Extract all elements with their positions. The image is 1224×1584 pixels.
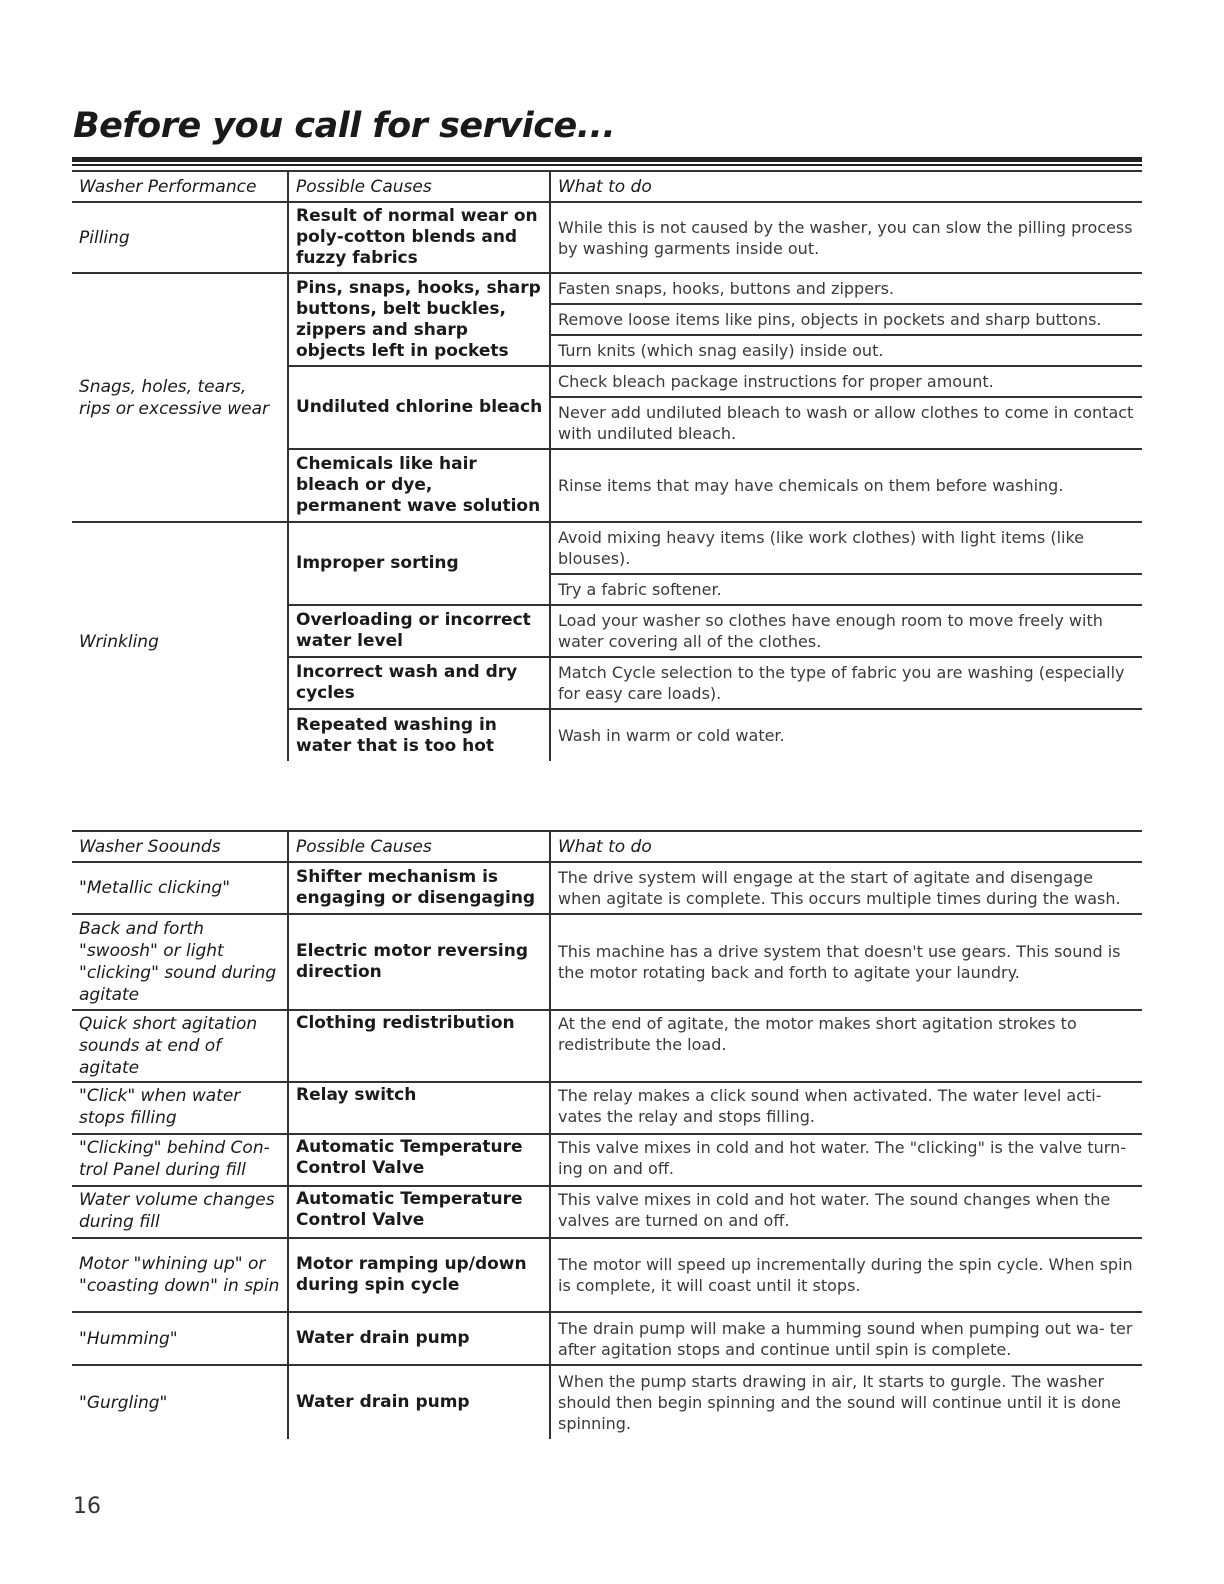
- table-row: [72, 202, 1142, 273]
- table-row: [72, 1238, 1142, 1312]
- table-row: [72, 862, 1142, 914]
- cause-cell: Automatic Temperature Control Valve: [288, 1186, 550, 1238]
- todo-cell: Rinse items that may have chemicals on them before washing.: [550, 449, 1142, 522]
- todo-cell: This machine has a drive system that doesn't use gears. This sound is the motor rotating back and forth to agitate your laundry.: [550, 914, 1142, 1010]
- header-washer-performance: Washer Performance: [72, 171, 288, 202]
- cause-cell: Water drain pump: [288, 1312, 550, 1365]
- sound-cell: Water volume changes during fill: [72, 1186, 288, 1238]
- problem-snags: Snags, holes, tears, rips or excessive wear: [72, 273, 288, 522]
- todo-cell: The drive system will engage at the start of agitate and disengage when agitate is complete. This occurs multiple times during the wash.: [550, 862, 1142, 914]
- sound-cell: "Humming": [72, 1312, 288, 1365]
- todo-cell: The motor will speed up incrementally during the spin cycle. When spin is complete, it will coast until it stops.: [550, 1238, 1142, 1312]
- sound-cell: Motor "whining up" or "coasting down" in spin: [72, 1238, 288, 1312]
- todo-cell: Turn knits (which snag easily) inside out.: [550, 335, 1142, 366]
- cause-cell: Pins, snaps, hooks, sharp buttons, belt buckles, zippers and sharp objects left in pockets: [288, 273, 550, 366]
- title-rule-thick: [72, 157, 1142, 162]
- header-possible-causes: Possible Causes: [288, 171, 550, 202]
- sound-cell: Back and forth "swoosh" or light "clicking" sound during agitate: [72, 914, 288, 1010]
- washer-performance-table: [72, 170, 1142, 761]
- sound-cell: Quick short agitation sounds at end of agitate: [72, 1010, 288, 1082]
- cause-cell: Overloading or incorrect water level: [288, 605, 550, 657]
- washer-sounds-table: [72, 830, 1142, 1439]
- todo-cell: The drain pump will make a humming sound when pumping out wa- ter after agitation stops and continue until spin is complete.: [550, 1312, 1142, 1365]
- table-row: [72, 914, 1142, 1010]
- table-header-row: [72, 831, 1142, 862]
- sound-cell: "Clicking" behind Con- trol Panel during fill: [72, 1134, 288, 1186]
- cause-cell: Repeated washing in water that is too hot: [288, 709, 550, 761]
- sound-cell: "Click" when water stops filling: [72, 1082, 288, 1134]
- page-title: Before you call for service...: [73, 106, 616, 146]
- table-row: [72, 1312, 1142, 1365]
- table-row: [72, 273, 1142, 304]
- todo-cell: Never add undiluted bleach to wash or allow clothes to come in contact with undiluted bleach.: [550, 397, 1142, 449]
- todo-cell: Avoid mixing heavy items (like work clothes) with light items (like blouses).: [550, 522, 1142, 574]
- todo-cell: Load your washer so clothes have enough room to move freely with water covering all of the clothes.: [550, 605, 1142, 657]
- cause-cell: Undiluted chlorine bleach: [288, 366, 550, 449]
- sound-cell: "Metallic clicking": [72, 862, 288, 914]
- table-row: [72, 1134, 1142, 1186]
- table-header-row: [72, 171, 1142, 202]
- table-row: [72, 1082, 1142, 1134]
- table-row: [72, 1365, 1142, 1439]
- cause-cell: Clothing redistribution: [288, 1010, 550, 1082]
- todo-cell: Wash in warm or cold water.: [550, 709, 1142, 761]
- cause-cell: Motor ramping up/down during spin cycle: [288, 1238, 550, 1312]
- cause-cell: Shifter mechanism is engaging or disengaging: [288, 862, 550, 914]
- page-number: 16: [73, 1494, 101, 1519]
- cause-cell: Water drain pump: [288, 1365, 550, 1439]
- header-possible-causes: Possible Causes: [288, 831, 550, 862]
- table-row: [72, 522, 1142, 574]
- cause-cell: Result of normal wear on poly-cotton blends and fuzzy fabrics: [288, 202, 550, 273]
- todo-cell: At the end of agitate, the motor makes short agitation strokes to redistribute the load.: [550, 1010, 1142, 1082]
- title-rule-thin: [72, 164, 1142, 166]
- header-what-to-do: What to do: [550, 171, 1142, 202]
- problem-wrinkling: Wrinkling: [79, 632, 159, 652]
- problem-pilling: Pilling: [72, 202, 288, 273]
- cause-cell: Improper sorting: [288, 522, 550, 605]
- cause-cell: Chemicals like hair bleach or dye, permanent wave solution: [288, 449, 550, 522]
- todo-cell: When the pump starts drawing in air, It starts to gurgle. The washer should then begin spinning and the sound will continue until it is done spinning.: [550, 1365, 1142, 1439]
- todo-cell: Match Cycle selection to the type of fabric you are washing (especially for easy care loads).: [550, 657, 1142, 709]
- cause-cell: Automatic Temperature Control Valve: [288, 1134, 550, 1186]
- todo-cell: Check bleach package instructions for proper amount.: [550, 366, 1142, 397]
- cause-cell: Incorrect wash and dry cycles: [288, 657, 550, 709]
- todo-cell: This valve mixes in cold and hot water. The "clicking" is the valve turn- ing on and off.: [550, 1134, 1142, 1186]
- cause-cell: Relay switch: [288, 1082, 550, 1134]
- todo-cell: The relay makes a click sound when activated. The water level acti- vates the relay and stops filling.: [550, 1082, 1142, 1134]
- todo-cell: Try a fabric softener.: [550, 574, 1142, 605]
- sound-cell: "Gurgling": [79, 1392, 168, 1413]
- header-what-to-do: What to do: [550, 831, 1142, 862]
- todo-cell: This valve mixes in cold and hot water. The sound changes when the valves are turned on and off.: [550, 1186, 1142, 1238]
- table-row: [72, 1010, 1142, 1082]
- todo-cell: While this is not caused by the washer, you can slow the pilling process by washing garments inside out.: [550, 202, 1142, 273]
- todo-cell: Fasten snaps, hooks, buttons and zippers.: [550, 273, 1142, 304]
- header-washer-sounds: Washer Soounds: [72, 831, 288, 862]
- table-row: [72, 1186, 1142, 1238]
- cause-cell: Electric motor reversing direction: [288, 914, 550, 1010]
- todo-cell: Remove loose items like pins, objects in pockets and sharp buttons.: [550, 304, 1142, 335]
